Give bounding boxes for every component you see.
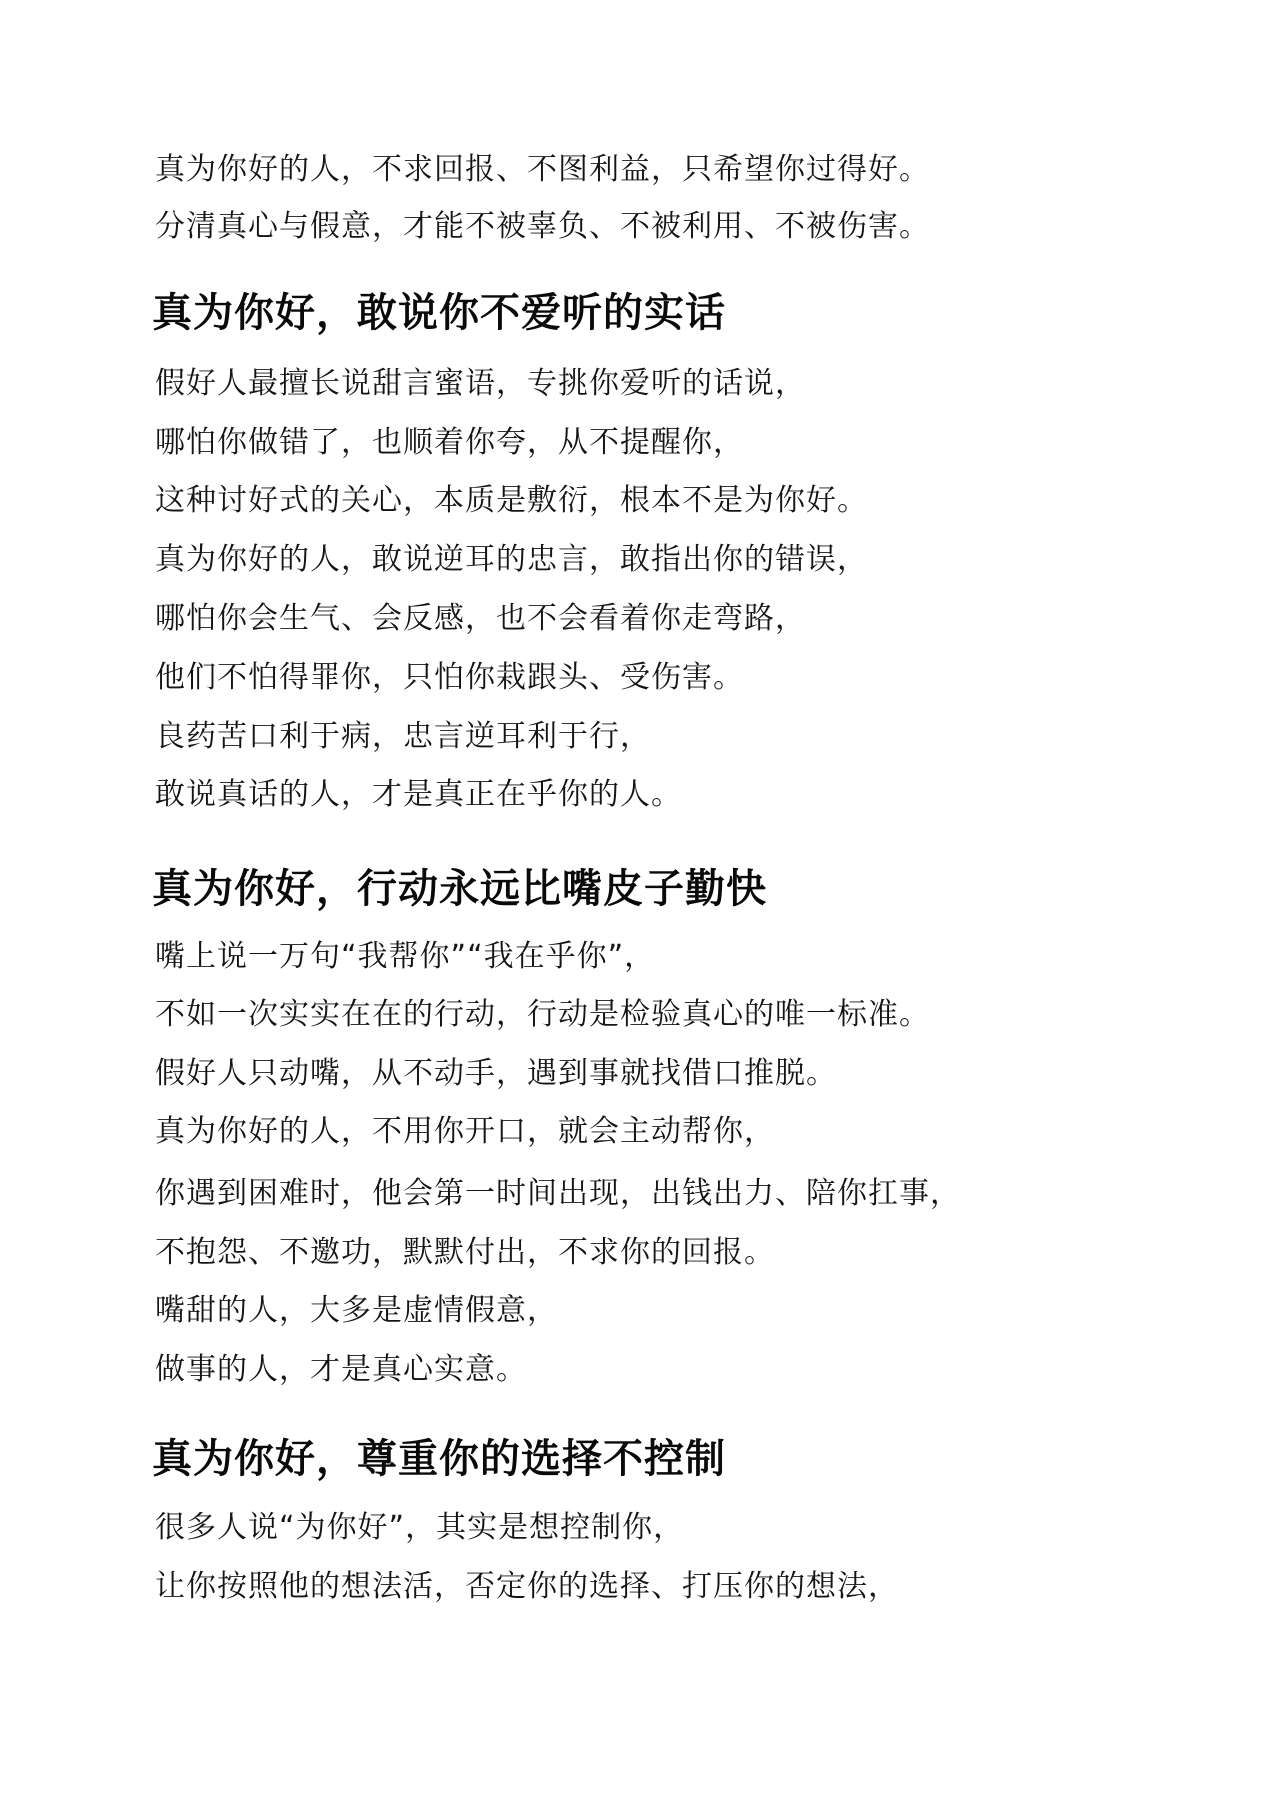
section-1-line-6: 他们不怕得罪你，只怕你栽跟头、受伤害。	[155, 660, 744, 695]
section-2-line-8: 做事的人，才是真心实意。	[155, 1352, 527, 1387]
section-1-line-7: 良药苦口利于病，忠言逆耳利于行，	[155, 719, 651, 754]
section-2-heading: 真为你好，行动永远比嘴皮子勤快	[152, 866, 767, 912]
intro-line-1: 真为你好的人，不求回报、不图利益，只希望你过得好。	[155, 152, 930, 187]
section-1-heading: 真为你好，敢说你不爱听的实话	[152, 290, 726, 336]
section-3-line-2: 让你按照他的想法活，否定你的选择、打压你的想法，	[155, 1569, 899, 1604]
section-2-line-3: 假好人只动嘴，从不动手，遇到事就找借口推脱。	[155, 1056, 837, 1091]
section-1-line-8: 敢说真话的人，才是真正在乎你的人。	[155, 777, 682, 812]
section-1-line-4: 真为你好的人，敢说逆耳的忠言，敢指出你的错误，	[155, 542, 868, 577]
section-2-line-5: 你遇到困难时，他会第一时间出现，出钱出力、陪你扛事，	[155, 1176, 961, 1211]
section-2-line-6: 不抱怨、不邀功，默默付出，不求你的回报。	[155, 1235, 775, 1270]
section-1-line-3: 这种讨好式的关心，本质是敷衍，根本不是为你好。	[155, 483, 868, 518]
section-1-line-1: 假好人最擅长说甜言蜜语，专挑你爱听的话说，	[155, 366, 806, 401]
section-3-heading: 真为你好，尊重你的选择不控制	[152, 1436, 726, 1482]
section-2-line-4: 真为你好的人，不用你开口，就会主动帮你，	[155, 1114, 775, 1149]
intro-line-2: 分清真心与假意，才能不被辜负、不被利用、不被伤害。	[155, 209, 930, 244]
section-3-line-1: 很多人说“为你好”，其实是想控制你，	[155, 1510, 685, 1545]
section-2-line-2: 不如一次实实在在的行动，行动是检验真心的唯一标准。	[155, 997, 930, 1032]
section-1-line-2: 哪怕你做错了，也顺着你夸，从不提醒你，	[155, 425, 744, 460]
section-2-line-1: 嘴上说一万句“我帮你”“我在乎你”，	[155, 939, 656, 974]
section-1-line-5: 哪怕你会生气、会反感，也不会看着你走弯路，	[155, 601, 806, 636]
section-2-line-7: 嘴甜的人，大多是虚情假意，	[155, 1293, 558, 1328]
